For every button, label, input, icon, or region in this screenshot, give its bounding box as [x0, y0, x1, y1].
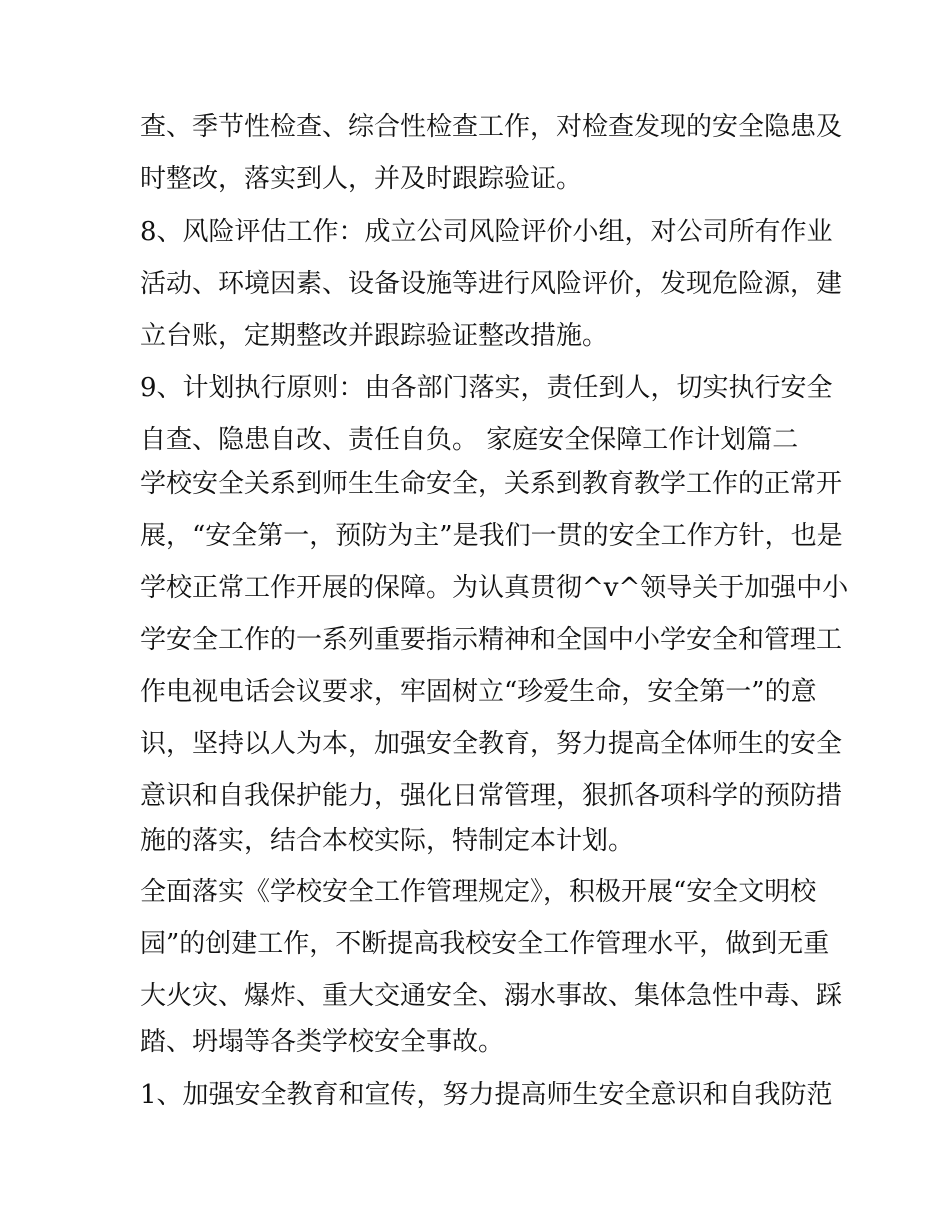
text-line: 学校正常工作开展的保障。为认真贯彻^v^领导关于加强中小 — [140, 573, 849, 603]
text-line: 学校安全关系到师生生命安全，关系到教育教学工作的正常开 — [140, 469, 843, 499]
text-line: 活动、环境因素、设备设施等进行风险评价，发现危险源，建 — [140, 269, 843, 299]
text-line: 园”的创建工作，不断提高我校安全工作管理水平，做到无重 — [140, 929, 830, 959]
text-line: 意识和自我保护能力，强化日常管理，狠抓各项科学的预防措 — [140, 781, 843, 811]
text-line: 8、风险评估工作：成立公司风险评价小组，对公司所有作业 — [140, 217, 833, 247]
text-line: 作电视电话会议要求，牢固树立“珍爱生命，安全第一”的意 — [140, 677, 817, 707]
text-line: 踏、坍塌等各类学校安全事故。 — [140, 1027, 505, 1057]
text-line: 1、加强安全教育和宣传，努力提高师生安全意识和自我防范 — [140, 1080, 833, 1110]
text-line: 全面落实《学校安全工作管理规定》，积极开展“安全文明校 — [140, 877, 817, 907]
text-line: 9、计划执行原则：由各部门落实，责任到人，切实执行安全 — [140, 373, 833, 403]
text-line: 立台账，定期整改并跟踪验证整改措施。 — [140, 321, 609, 351]
text-line: 自查、隐患自改、责任自负。 家庭安全保障工作计划篇二 — [140, 425, 799, 455]
text-line: 展，“安全第一，预防为主”是我们一贯的安全工作方针，也是 — [140, 521, 843, 551]
text-line: 查、季节性检查、综合性检查工作，对检查发现的安全隐患及 — [140, 112, 843, 142]
text-line: 时整改，落实到人，并及时跟踪验证。 — [140, 164, 583, 194]
text-line: 大火灾、爆炸、重大交通安全、溺水事故、集体急性中毒、踩 — [140, 981, 843, 1011]
text-line: 学安全工作的一系列重要指示精神和全国中小学安全和管理工 — [140, 625, 843, 655]
text-line: 施的落实，结合本校实际，特制定本计划。 — [140, 826, 635, 856]
text-line: 识，坚持以人为本，加强安全教育，努力提高全体师生的安全 — [140, 729, 843, 759]
